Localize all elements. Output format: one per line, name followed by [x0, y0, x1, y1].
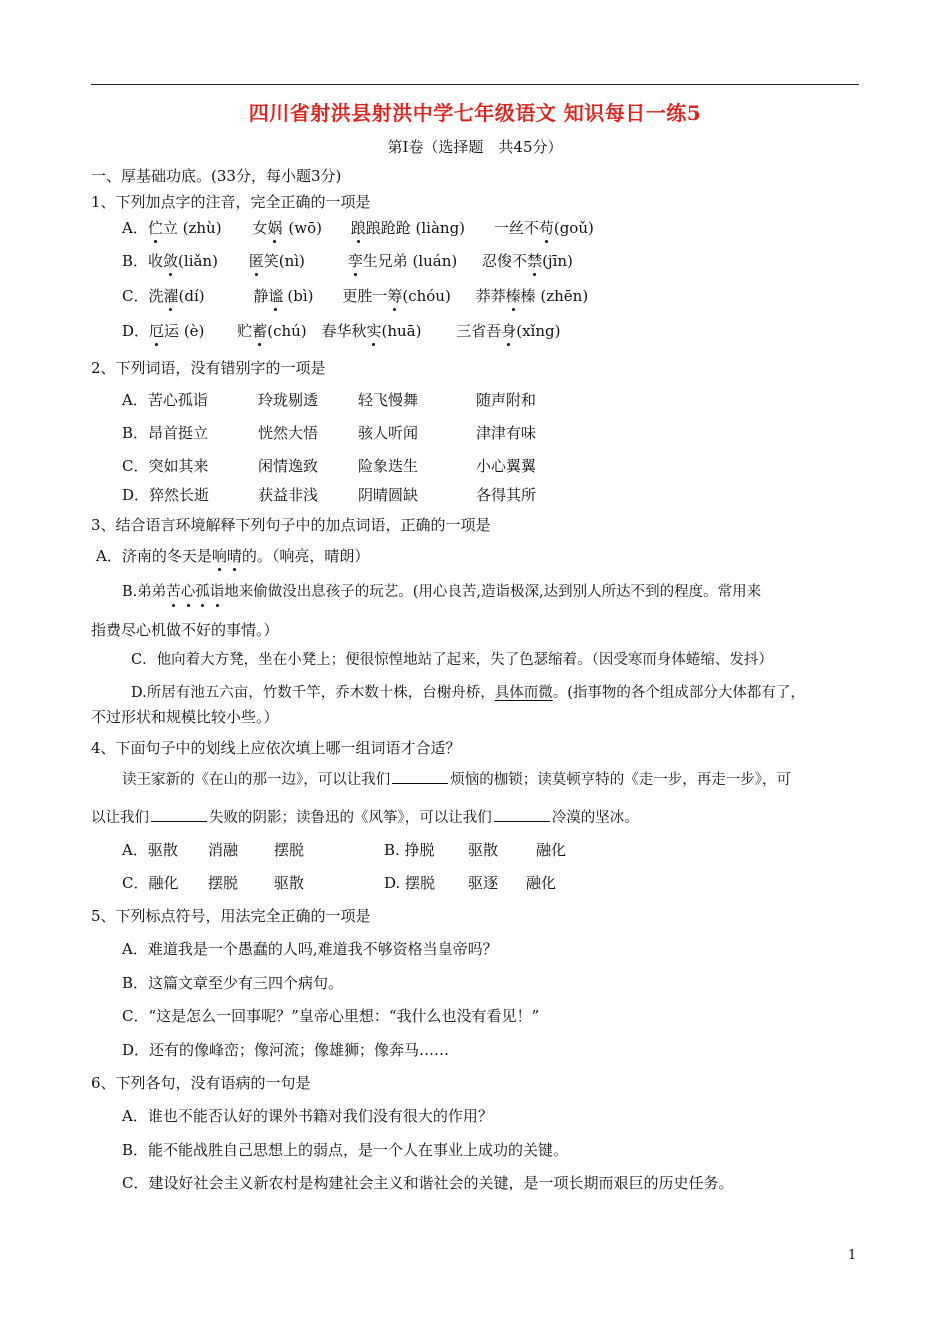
q2-option-b[interactable]: [122, 423, 536, 443]
word-text: 地来偷做没出息孩子的玩艺。(用心良苦,造诣极深,达到别人所达不到的程度。常用来: [224, 584, 762, 600]
question-5-stem: 5、下列标点符号，用法完全正确的一项是: [91, 907, 371, 925]
word-text: 骇人听闻: [358, 424, 419, 442]
q4-option-b[interactable]: [384, 840, 566, 860]
dotted-char: 谧: [268, 287, 284, 305]
pinyin-text: (liǎn): [178, 252, 218, 270]
q6-option-a[interactable]: A．谁也不能否认好的课外书籍对我们没有很大的作用？: [122, 1107, 493, 1125]
q5-option-c[interactable]: C．“这是怎么一回事呢？”皇帝心里想：“我什么也没有看见！”: [122, 1007, 540, 1025]
dotted-char: 实: [366, 322, 382, 340]
word-text: 恍然大悟: [258, 424, 319, 442]
q1-option-c[interactable]: [122, 286, 588, 306]
q4-option-a[interactable]: [122, 840, 304, 860]
word-text: 随声附和: [476, 391, 537, 409]
dotted-char: 筹: [387, 287, 403, 305]
underlined-phrase: 具体而微: [494, 685, 553, 701]
word-text: A．济南的冬天是: [96, 547, 212, 565]
question-6-stem: 6、下列各句，没有语病的一句是: [91, 1074, 311, 1092]
q4-option-d[interactable]: [384, 873, 556, 893]
q6-option-b[interactable]: B．能不能战胜自己思想上的弱点，是一个人在事业上成功的关键。: [122, 1141, 569, 1159]
page-title: 四川省射洪县射洪中学七年级语文 知识每日一练5: [248, 101, 702, 125]
q4-passage-line-2: [91, 807, 639, 828]
pinyin-text: 笑(nì): [263, 252, 305, 270]
dotted-char: 榛: [505, 287, 521, 305]
q3-option-a[interactable]: [96, 546, 369, 566]
page-number: 1: [848, 1248, 857, 1263]
pinyin-text: (jīn): [542, 252, 573, 270]
word-text: 三省吾: [456, 322, 502, 340]
passage-text: 失败的阴影；读鲁迅的《风筝》，可以让我们: [209, 810, 492, 826]
q2-option-d[interactable]: [122, 485, 536, 505]
word-text: D. 摆脱: [384, 874, 436, 892]
question-1-stem: 1、下列加点字的注音，完全正确的一项是: [91, 193, 371, 211]
dotted-char: 伫: [147, 219, 163, 237]
word-text: 春华秋: [321, 322, 367, 340]
word-text: 摆脱: [208, 874, 239, 892]
option-letter: D．: [122, 322, 150, 340]
word-text: 的。（响亮，晴朗）: [241, 547, 370, 565]
dotted-char: 濯: [163, 287, 179, 305]
question-3-stem: 3、结合语言环境解释下列句子中的加点词语，正确的一项是: [91, 516, 491, 534]
word-text: 莽莽: [475, 287, 506, 305]
q1-option-d[interactable]: [122, 321, 560, 341]
passage-text: 冷漠的坚冰。: [551, 810, 639, 826]
word-text: 获益非浅: [258, 486, 319, 504]
pinyin-text: 运 (è): [164, 322, 205, 340]
pinyin-text: (xǐng): [516, 322, 561, 340]
q3-option-b-continued: 指费尽心机做不好的事情。）: [91, 621, 279, 639]
q5-option-a[interactable]: A．难道我是一个愚蠢的人吗,难道我不够资格当皇帝吗？: [122, 940, 498, 958]
word-text: A．苦心孤诣: [122, 391, 208, 409]
word-text: 险象迭生: [358, 457, 419, 475]
fill-blank[interactable]: [151, 807, 207, 822]
pinyin-text: 榛 (zhēn): [520, 287, 589, 305]
word-text: 闲情逸致: [258, 457, 319, 475]
dotted-char: 匿: [248, 252, 264, 270]
word-text: 驱散: [274, 874, 305, 892]
word-text: 静: [253, 287, 269, 305]
q3-option-c[interactable]: C．他向着大方凳，坐在小凳上；便很惊惶地站了起来，失了色瑟缩着。（因受寒而身体蜷缩、发抖）: [131, 652, 773, 668]
section-heading: 一、厚基础功底。(33分，每小题3分): [91, 167, 342, 185]
word-text: B．收: [122, 252, 164, 270]
word-text: C．突如其来: [122, 457, 209, 475]
dotted-char: 娲: [267, 219, 283, 237]
word-text: 摆脱: [274, 841, 305, 859]
q3-option-d[interactable]: [131, 683, 805, 703]
dotted-char: 蓄: [252, 322, 268, 340]
pinyin-text: (dí): [178, 287, 205, 305]
dotted-char: 晴: [226, 547, 242, 565]
dotted-char: 身: [501, 322, 517, 340]
q5-option-b[interactable]: B．这篇文章至少有三四个病句。: [122, 974, 344, 992]
q2-option-c[interactable]: [122, 456, 536, 476]
word-text: D.所居有池五六亩，竹数千竿，乔木数十株，台榭舟桥，: [131, 685, 495, 701]
pinyin-text: (goǔ): [553, 219, 594, 237]
pinyin-text: 生兄弟 (luán): [362, 252, 458, 270]
word-text: 忍俊不: [482, 252, 528, 270]
dotted-char: 踉: [350, 219, 366, 237]
word-text: 消融: [208, 841, 239, 859]
dotted-char: 响: [211, 547, 227, 565]
dotted-char: 苦: [166, 584, 181, 600]
word-text: C．融化: [122, 874, 179, 892]
word-text: 小心翼翼: [476, 457, 537, 475]
q1-option-a[interactable]: [122, 218, 594, 238]
word-text: 融化: [536, 841, 567, 859]
word-text: B.弟弟: [122, 584, 167, 600]
pinyin-text: (chóu): [402, 287, 451, 305]
word-text: 驱逐: [468, 874, 499, 892]
dotted-char: 敛: [163, 252, 179, 270]
q4-passage-line-1: [122, 769, 791, 790]
passage-text: 以让我们: [91, 810, 149, 826]
dotted-char: 厄: [149, 322, 165, 340]
q1-option-b[interactable]: [122, 251, 573, 271]
word-text: 融化: [526, 874, 557, 892]
word-text: 玲珑剔透: [258, 391, 319, 409]
question-4-stem: 4、下面句子中的划线上应依次填上哪一组词语才合适？: [91, 739, 461, 757]
dotted-char: 孪: [347, 252, 363, 270]
word-text: 。(指事物的各个组成部分大体都有了，: [552, 685, 805, 701]
q4-option-c[interactable]: [122, 873, 304, 893]
word-text: 各得其所: [476, 486, 537, 504]
dotted-char: 禁: [527, 252, 543, 270]
dotted-char: 心: [180, 584, 196, 600]
q2-option-a[interactable]: [122, 390, 536, 410]
word-text: 女: [252, 219, 268, 237]
q6-option-c[interactable]: C．建设好社会主义新农村是构建社会主义和谐社会的关键，是一项长期而艰巨的历史任务。: [122, 1174, 734, 1192]
dotted-char: 苟: [538, 219, 554, 237]
pinyin-text: (wō): [288, 219, 322, 237]
fill-blank[interactable]: [494, 807, 550, 822]
word-text: C．洗: [122, 287, 164, 305]
q5-option-d[interactable]: D．还有的像峰峦；像河流；像雄狮；像奔马……: [122, 1041, 450, 1059]
section-subtitle: 第Ⅰ卷（选择题 共45分）: [387, 138, 563, 156]
word-text: 津津有味: [476, 424, 537, 442]
word-text: B. 挣脱: [384, 841, 435, 859]
word-text: 更胜一: [342, 287, 388, 305]
word-text: D．猝然长逝: [122, 486, 210, 504]
word-text: 贮: [237, 322, 253, 340]
pinyin-text: (chú): [267, 322, 307, 340]
header-rule: [91, 84, 859, 85]
pinyin-text: 立 (zhù): [162, 219, 222, 237]
word-text: A．驱散: [122, 841, 178, 859]
passage-text: 烦恼的枷锁；读莫顿亨特的《走一步，再走一步》，可: [450, 772, 791, 788]
word-text: 轻飞慢舞: [358, 391, 419, 409]
fill-blank[interactable]: [392, 769, 448, 784]
word-text: 阴晴圆缺: [358, 486, 419, 504]
option-letter: A．: [122, 219, 148, 237]
q3-option-d-continued: 不过形状和规模比较小些。）: [91, 708, 279, 726]
dotted-char: 孤: [195, 584, 210, 600]
passage-text: 读王家新的《在山的那一边》，可以让我们: [122, 772, 391, 788]
question-2-stem: 2、下列词语，没有错别字的一项是: [91, 359, 326, 377]
pinyin-text: (huā): [381, 322, 422, 340]
pinyin-text: 踉跄跄 (liàng): [365, 219, 466, 237]
dotted-char: 诣: [209, 584, 225, 600]
q3-option-b[interactable]: [122, 582, 761, 602]
word-text: 驱散: [468, 841, 499, 859]
pinyin-text: (bì): [287, 287, 314, 305]
word-text: B．昂首挺立: [122, 424, 209, 442]
word-text: 一丝不: [493, 219, 539, 237]
